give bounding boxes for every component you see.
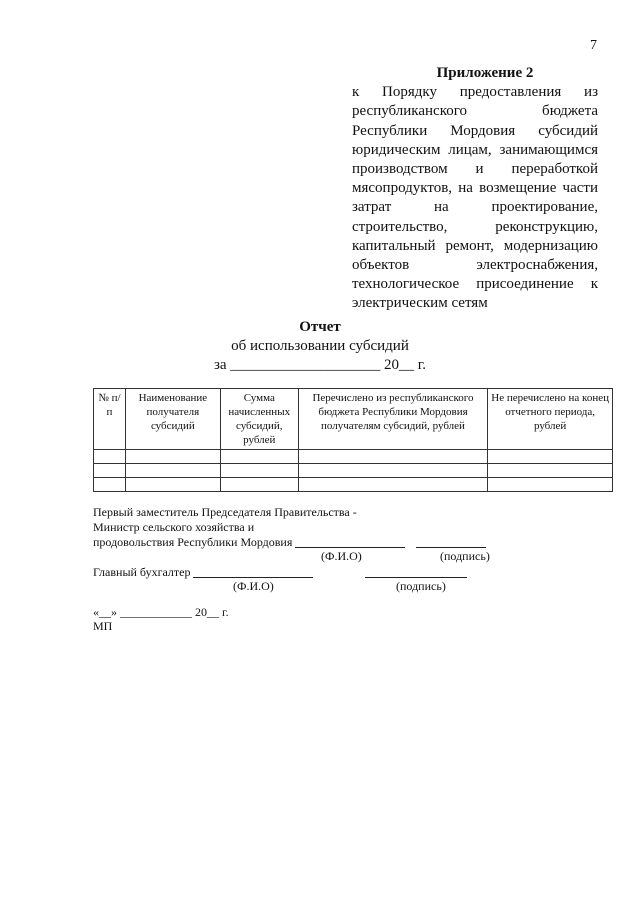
appendix-line: республиканского бюджета bbox=[352, 103, 598, 120]
accountant-signature-line[interactable] bbox=[365, 577, 467, 578]
table-cell[interactable] bbox=[94, 478, 126, 492]
deputy-signature-caption: (подпись) bbox=[440, 549, 490, 563]
table-row bbox=[94, 450, 613, 464]
table-cell[interactable] bbox=[94, 464, 126, 478]
table-cell[interactable] bbox=[298, 478, 488, 492]
table-cell[interactable] bbox=[298, 464, 488, 478]
appendix-line: электрическим сетям bbox=[352, 295, 488, 312]
table-cell[interactable] bbox=[488, 464, 613, 478]
appendix-line: юридическим лицам, занимающимся bbox=[352, 141, 598, 158]
column-header-recipient: Наименование получателя субсидий bbox=[125, 389, 220, 450]
table-row bbox=[94, 464, 613, 478]
page-number: 7 bbox=[590, 38, 597, 53]
table-cell[interactable] bbox=[488, 478, 613, 492]
appendix-title: Приложение 2 bbox=[436, 65, 534, 81]
table-cell[interactable] bbox=[94, 450, 126, 464]
accountant-fio-caption: (Ф.И.О) bbox=[233, 579, 274, 593]
deputy-title-line2: Министр сельского хозяйства и bbox=[93, 520, 255, 534]
table-cell[interactable] bbox=[125, 450, 220, 464]
column-header-accrued: Сумма начисленных субсидий, рублей bbox=[220, 389, 298, 450]
appendix-line: объектов электроснабжения, bbox=[352, 257, 598, 274]
deputy-fio-line[interactable] bbox=[295, 547, 405, 548]
table-cell[interactable] bbox=[220, 478, 298, 492]
table-cell[interactable] bbox=[298, 450, 488, 464]
appendix-line: технологическое присоединение к bbox=[352, 276, 598, 293]
appendix-line: мясопродуктов, на возмещение части bbox=[352, 180, 598, 197]
report-heading bbox=[0, 318, 640, 375]
deputy-signature-line[interactable] bbox=[416, 547, 486, 548]
deputy-title-line3: продовольствия Республики Мордовия bbox=[93, 535, 293, 549]
report-title: Отчет bbox=[299, 319, 341, 335]
deputy-title-line1: Первый заместитель Председателя Правительства - bbox=[93, 505, 357, 519]
report-subtitle: об использовании субсидий bbox=[231, 338, 409, 354]
table-cell[interactable] bbox=[125, 478, 220, 492]
accountant-fio-line[interactable] bbox=[193, 577, 313, 578]
table-header-row bbox=[94, 389, 613, 450]
accountant-label: Главный бухгалтер bbox=[93, 565, 191, 579]
appendix-line: производством и переработкой bbox=[352, 161, 598, 178]
appendix-line: строительство, реконструкцию, bbox=[352, 218, 598, 235]
date-line: «__» ____________ 20__ г. bbox=[93, 605, 229, 619]
appendix-line: к Порядку предоставления из bbox=[352, 84, 598, 101]
stamp-place: МП bbox=[93, 619, 113, 633]
table-cell[interactable] bbox=[220, 450, 298, 464]
table-row bbox=[94, 478, 613, 492]
table-cell[interactable] bbox=[220, 464, 298, 478]
appendix-block bbox=[352, 64, 598, 314]
appendix-line: Республики Мордовия субсидий bbox=[352, 122, 598, 139]
appendix-line: капитальный ремонт, модернизацию bbox=[352, 237, 598, 254]
table-cell[interactable] bbox=[125, 464, 220, 478]
report-table bbox=[93, 388, 613, 492]
column-header-not-transferred: Не перечислено на конец отчетного периода, рублей bbox=[488, 389, 613, 450]
deputy-fio-caption: (Ф.И.О) bbox=[321, 549, 362, 563]
table-cell[interactable] bbox=[488, 450, 613, 464]
column-header-transferred: Перечислено из республиканского бюджета Республики Мордовия получателям субсидий, рублей bbox=[298, 389, 488, 450]
report-period: за ____________________ 20__ г. bbox=[213, 357, 427, 373]
accountant-signature-caption: (подпись) bbox=[396, 579, 446, 593]
appendix-line: затрат на проектирование, bbox=[352, 199, 598, 216]
column-header-number: № п/п bbox=[94, 389, 126, 450]
